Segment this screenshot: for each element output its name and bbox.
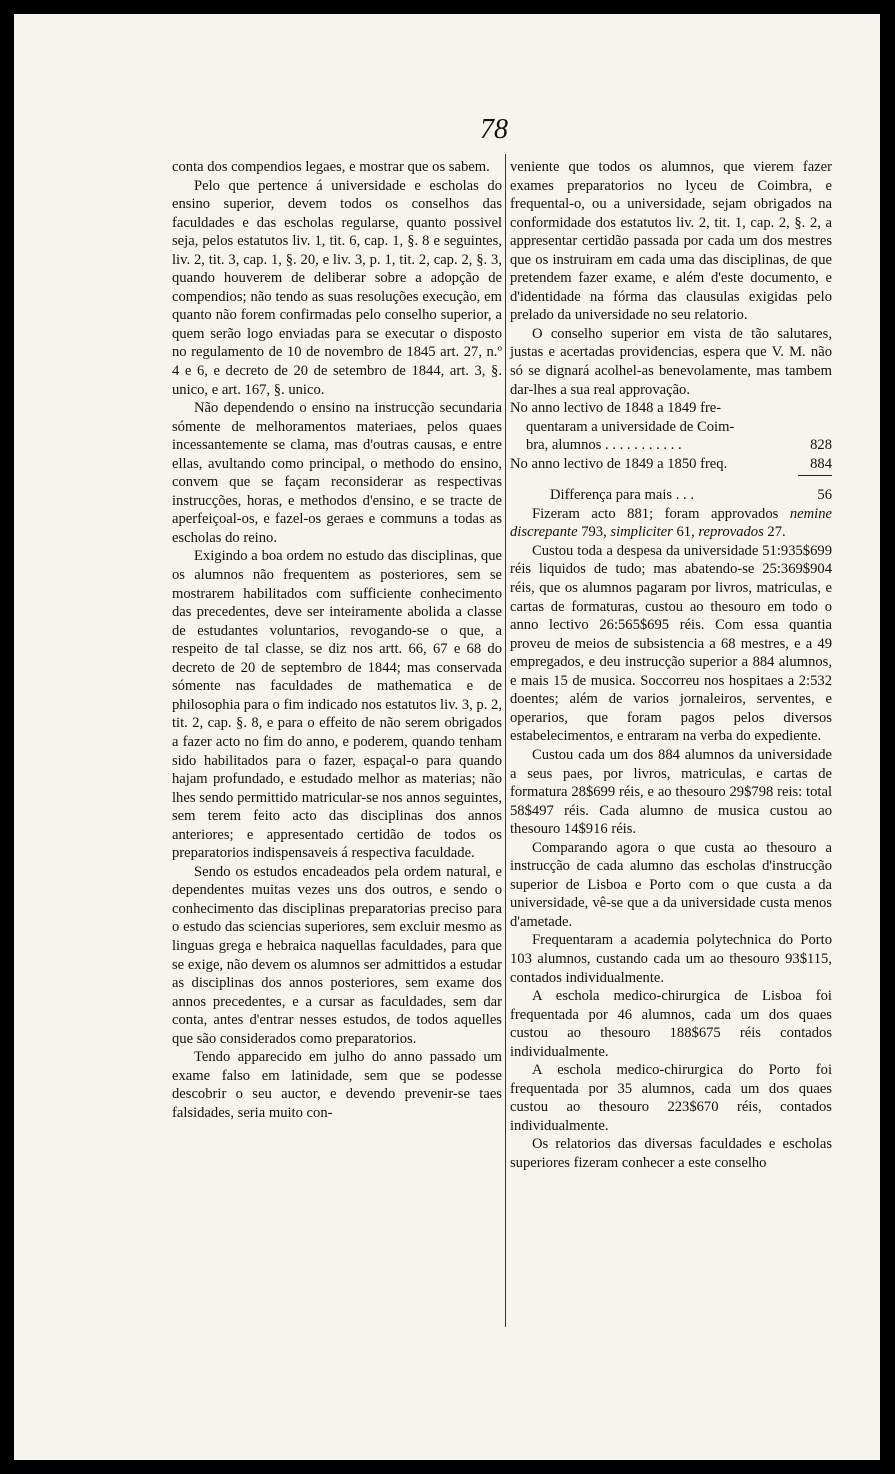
book-page xyxy=(14,14,880,1460)
paragraph: Pelo que pertence á universidade e escholas do ensino superior, devem todos os conselhos das faculdades e das escholas regularse, quanto possivel seja, pelos estatutos liv. 1, tit. 6, cap. 1, §. 8 e seguintes, liv. 2, tit. 3, cap. 1, §. 20, e liv. 3, p. 1, tit. 2, cap. 2, §. 3, quando houverem de deliberar sobre a adopção de compendios; não tendo as suas resoluções execução, em quanto não forem confirmadas pelo conselho superior, a quem serão logo enviadas para se executar o disposto no regulamento de 10 de novembro de 1845 art. 27, n.º 4 e 6, e decreto de 20 de setembro de 1844, art. 3, §. unico, e art. 167, §. unico. xyxy=(172,177,502,398)
stat-label: quentaram a universidade de Coim- xyxy=(526,418,735,435)
right-column xyxy=(510,158,832,1173)
paragraph: Não dependendo o ensino na instrucção secundaria sómente de melhoramentos materiaes, pelos quaes incessantemente se clama, mas d'outras causas, e entre ellas, avultando como principal, o methodo do ensino, convem que se façam reconsiderar as respectivas instrucções, horas, e methodos d'ensino, e se tracte de aperfeiçoal-os, e fazel-os geraes e communs a todas as escholas do reino. xyxy=(172,400,502,546)
stat-label: bra, alumnos . . . . . . . . . . . xyxy=(526,437,682,454)
stat-value: 884 xyxy=(810,455,832,472)
enrollment-table xyxy=(510,399,832,505)
paragraph: conta dos compendios legaes, e mostrar que os sabem. xyxy=(172,159,490,175)
stat-label: No anno lectivo de 1849 a 1850 freq. xyxy=(510,455,728,472)
paragraph: Os relatorios das diversas faculdades e escholas superiores fizeram conhecer a este conselho xyxy=(510,1136,832,1171)
paragraph: Fizeram acto 881; foram approvados nemine discrepante 793, simpliciter 61, reprovados 27. xyxy=(510,505,832,541)
paragraph: Custou cada um dos 884 alumnos da universidade a seus paes, por livros, matriculas, e cartas de formatura 28$699 réis, e ao thesouro 29$798 reis: total 58$497 réis. Cada alumno de musica custou ao thesouro 14$916 réis. xyxy=(510,746,832,838)
left-column xyxy=(172,158,502,1122)
paragraph: Tendo apparecido em julho do anno passado um exame falso em latinidade, sem que se podesse descobrir o seu auctor, e devendo prevenir-se taes falsidades, seria muito con- xyxy=(172,1049,502,1121)
sum-rule xyxy=(798,475,832,476)
paragraph: Exigindo a boa ordem no estudo das disciplinas, que os alumnos não frequentem as posteriores, sem se mostrarem habilitados com sufficiente conhecimento das precedentes, deve ser inteiramente abolida a classe de estudantes voluntarios, revogando-se o que, a respeito de tal classe, se diz nos artt. 66, 67 e 68 do decreto de 20 de septembro de 1844; mas conservada sómente nas faculdades de mathematica e de philosophia para o fim indicado nos estatutos liv. 3, p. 2, tit. 2, cap. §. 8, e para o effeito de não serem obrigados a fazer acto no fim do anno, e poderem, quando tenham sido habilitados para o fazer, espaçal-o para quando hajam profundado, e estudado melhor as materias; não lhes sendo permittido matricular-se nos annos seguintes, sem terem feito acto das disciplinas dos annos anteriores; e appresentado certidão de todos os preparatorios indispensaveis á respectiva faculdade. xyxy=(172,548,502,862)
paragraph: A eschola medico-chirurgica do Porto foi frequentada por 35 alumnos, cada um dos quaes custou ao thesouro 223$670 réis, contados individualmente. xyxy=(510,1062,832,1134)
diff-label: Differença para mais . . . xyxy=(550,487,694,504)
diff-value: 56 xyxy=(817,487,832,504)
paragraph: veniente que todos os alumnos, que vierem fazer exames preparatorios no lyceu de Coimbra, e frequental-o, ou a universidade, sejam obrigados na conformidade dos estatutos liv. 2, tit. 1, cap. 2, §. 2, a appresentar certidão passada por cada um dos mestres que os instruiram em cada uma das disciplinas, de que pretendem fazer exame, e além d'este documento, e d'identidade na fórma das clausulas exigidas pelo prelado da universidade no seu relatorio. xyxy=(510,159,832,324)
paragraph: Comparando agora o que custa ao thesouro a instrucção de cada alumno das escholas d'instrucção superior de Lisboa e Porto com o que custa a da universidade, vê-se que a da universidade custa menos d'ametade. xyxy=(510,839,832,930)
paragraph: Sendo os estudos encadeados pela ordem natural, e dependentes muitas vezes uns dos outros, e sendo o conhecimento das disciplinas preparatorias preciso para o estudo das sciencias superiores, sem excluir mesmo as linguas grega e hebraica naquellas faculdades, para que se exige, não devem os alumnos ser admittidos a estudar as disciplinas dos annos posteriores, sem exame dos annos precedentes, e a cursar as faculdades, sem dar conta, antes d'entrar nesses estudos, de todos aquelles que são considerados como preparatorios. xyxy=(172,863,502,1047)
stat-value: 828 xyxy=(810,437,832,454)
paragraph: A eschola medico-chirurgica de Lisboa foi frequentada por 46 alumnos, cada um dos quaes custou ao thesouro 188$675 réis contados individualmente. xyxy=(510,988,832,1060)
paragraph: O conselho superior em vista de tão salutares, justas e acertadas providencias, espera que V. M. não só se dignará acolhel-as benevolamente, mas tambem dar-lhes a sua real approvação. xyxy=(510,325,832,398)
paragraph: Custou toda a despesa da universidade 51:935$699 réis liquidos de tudo; mas abatendo-se 25:369$904 réis, que os alumnos pagaram por livros, matriculas, e cartas de formaturas, custou ao thesouro em todo o anno lectivo 26:565$695 réis. Com essa quantia proveu de meios de subsistencia a 68 mestres, e a 49 empregados, e deu instrucção superior a 884 alumnos, e mais 15 de musica. Soccorreu nos hospitaes a 2:532 doentes; além de varios jornaleiros, serventes, e operarios, que foram pagos pelos diversos estabelecimentos, e entraram na verba do expediente. xyxy=(510,542,832,745)
stat-label: No anno lectivo de 1848 a 1849 fre- xyxy=(510,400,722,417)
page-number: 78 xyxy=(480,114,508,145)
paragraph: Frequentaram a academia polytechnica do Porto 103 alumnos, custando cada um ao thesouro 93$115, contados individualmente. xyxy=(510,932,832,986)
column-divider xyxy=(505,154,506,1327)
